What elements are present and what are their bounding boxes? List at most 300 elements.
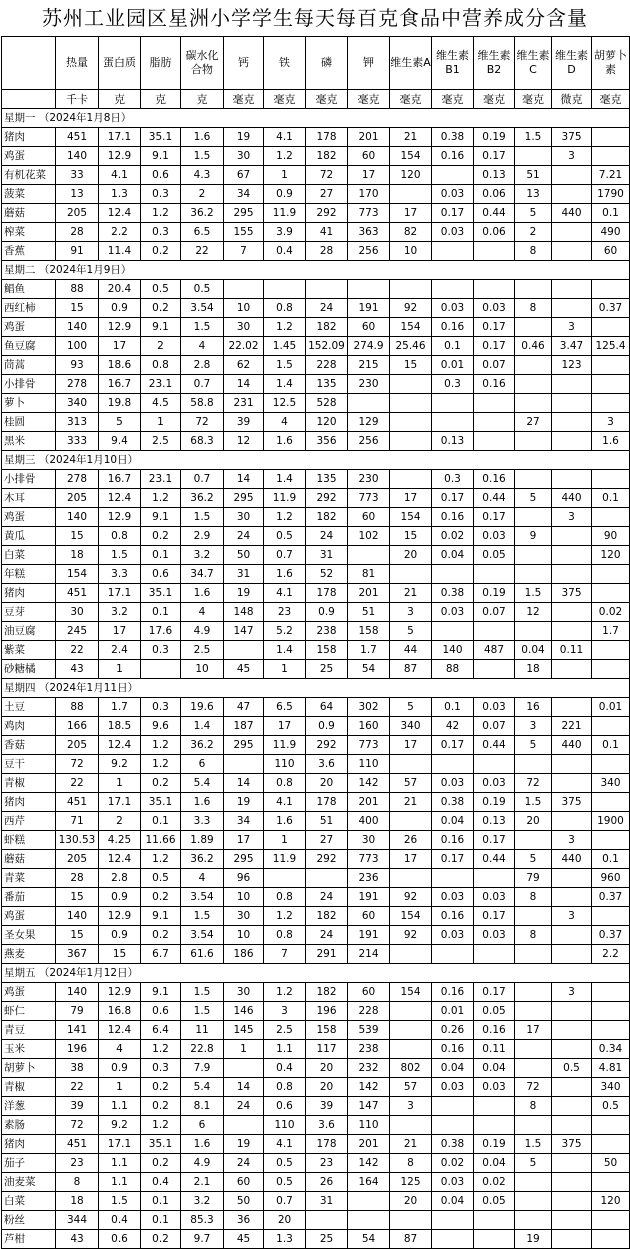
nutrient-value: 205 (56, 204, 99, 223)
nutrient-value: 0.16 (432, 1040, 474, 1059)
nutrient-value: 125.4 (592, 337, 630, 356)
nutrient-value: 0.9 (99, 299, 141, 318)
nutrient-value (390, 1040, 432, 1059)
table-row (2, 413, 630, 432)
nutrient-value: 490 (592, 223, 630, 242)
nutrient-value: 5 (515, 204, 552, 223)
nutrient-value: 8 (56, 1173, 99, 1192)
nutrient-value (552, 1097, 592, 1116)
nutrient-value: 0.38 (432, 128, 474, 147)
food-name: 豆芽 (2, 603, 56, 622)
nutrient-value: 68.3 (181, 432, 224, 451)
nutrient-value (432, 242, 474, 261)
nutrient-value: 1.4 (264, 470, 306, 489)
nutrient-value: 0.03 (474, 1078, 515, 1097)
nutrient-value: 5 (515, 736, 552, 755)
nutrient-value (390, 869, 432, 888)
nutrient-value: 528 (306, 394, 348, 413)
nutrient-value (348, 1211, 390, 1230)
nutrient-value: 142 (348, 774, 390, 793)
nutrient-value (592, 1173, 630, 1192)
nutrient-value (432, 1097, 474, 1116)
nutrient-value: 451 (56, 128, 99, 147)
nutrient-value: 120 (592, 1192, 630, 1211)
nutrient-value (515, 1173, 552, 1192)
nutrient-value: 24 (224, 1154, 264, 1173)
nutrient-value: 93 (56, 356, 99, 375)
nutrient-value (592, 1021, 630, 1040)
nutrient-value: 186 (224, 945, 264, 964)
nutrient-value: 23.1 (141, 375, 181, 394)
nutrient-value: 140 (432, 641, 474, 660)
day-label: 星期一 （2024年1月8日） (2, 109, 630, 128)
nutrient-value (552, 603, 592, 622)
nutrient-value (390, 470, 432, 489)
nutrient-value: 170 (348, 185, 390, 204)
nutrient-value (474, 945, 515, 964)
nutrient-value: 0.03 (474, 888, 515, 907)
nutrient-value: 19 (224, 128, 264, 147)
nutrient-value: 51 (348, 603, 390, 622)
nutrient-value: 12.9 (99, 508, 141, 527)
nutrient-value: 12.9 (99, 318, 141, 337)
table-row (2, 223, 630, 242)
nutrient-value: 3.3 (99, 565, 141, 584)
nutrient-value: 3.47 (552, 337, 592, 356)
nutrient-value: 9.2 (99, 755, 141, 774)
nutrient-value: 39 (224, 413, 264, 432)
unit-cell: 毫克 (224, 90, 264, 109)
nutrient-value: 295 (224, 850, 264, 869)
nutrient-value: 39 (56, 1097, 99, 1116)
nutrient-value: 245 (56, 622, 99, 641)
nutrient-value: 142 (348, 1078, 390, 1097)
table-row (2, 888, 630, 907)
food-name: 白菜 (2, 546, 56, 565)
nutrient-value: 11.4 (99, 242, 141, 261)
nutrient-value: 1.7 (348, 641, 390, 660)
nutrient-value: 72 (515, 1078, 552, 1097)
nutrient-value (224, 280, 264, 299)
nutrient-value: 1790 (592, 185, 630, 204)
nutrient-value: 42 (432, 717, 474, 736)
nutrient-value: 2.5 (181, 641, 224, 660)
column-header: 维生素B1 (432, 37, 474, 90)
nutrient-value (474, 755, 515, 774)
nutrient-value: 4.81 (592, 1059, 630, 1078)
food-name: 胡萝卜 (2, 1059, 56, 1078)
nutrient-value (306, 280, 348, 299)
nutrient-value: 0.04 (432, 812, 474, 831)
nutrient-value: 25 (306, 660, 348, 679)
nutrient-value: 17 (390, 204, 432, 223)
nutrient-value (592, 375, 630, 394)
column-header: 磷 (306, 37, 348, 90)
nutrient-value: 147 (348, 1097, 390, 1116)
nutrient-value: 0.01 (592, 698, 630, 717)
nutrient-value: 375 (552, 584, 592, 603)
nutrient-value: 10 (224, 299, 264, 318)
nutrient-value: 3 (552, 318, 592, 337)
nutrient-value: 11.9 (264, 850, 306, 869)
nutrient-value: 0.04 (432, 546, 474, 565)
nutrient-value (515, 280, 552, 299)
food-name: 青椒 (2, 774, 56, 793)
nutrient-value: 2 (141, 337, 181, 356)
nutrient-value (592, 1002, 630, 1021)
nutrient-value (432, 1211, 474, 1230)
nutrient-value: 0.38 (432, 1135, 474, 1154)
nutrient-value: 72 (56, 755, 99, 774)
nutrient-value (306, 869, 348, 888)
nutrient-value: 196 (56, 1040, 99, 1059)
nutrient-value (390, 185, 432, 204)
unit-cell: 克 (181, 90, 224, 109)
table-row (2, 736, 630, 755)
unit-cell (2, 90, 56, 109)
nutrient-value: 1.5 (99, 546, 141, 565)
nutrient-value: 120 (390, 166, 432, 185)
nutrient-value: 12.4 (99, 489, 141, 508)
nutrient-value: 0.9 (99, 926, 141, 945)
nutrient-value: 0.06 (474, 223, 515, 242)
nutrient-value (390, 1116, 432, 1135)
nutrient-value: 8 (390, 1154, 432, 1173)
nutrient-value (552, 166, 592, 185)
nutrient-value: 292 (306, 736, 348, 755)
nutrient-value: 15 (56, 926, 99, 945)
nutrient-value: 0.6 (141, 565, 181, 584)
nutrient-value: 228 (306, 356, 348, 375)
nutrient-value: 5 (515, 489, 552, 508)
nutrient-value (552, 1021, 592, 1040)
nutrient-value: 0.13 (474, 166, 515, 185)
nutrient-value: 12.9 (99, 907, 141, 926)
nutrient-value: 24 (224, 1097, 264, 1116)
nutrient-value (141, 660, 181, 679)
nutrient-value: 140 (56, 147, 99, 166)
nutrient-value (592, 717, 630, 736)
nutrient-value: 0.2 (141, 774, 181, 793)
nutrient-value (552, 565, 592, 584)
nutrient-value: 12.5 (264, 394, 306, 413)
food-name: 黄瓜 (2, 527, 56, 546)
nutrient-value: 0.4 (264, 242, 306, 261)
column-header: 维生素C (515, 37, 552, 90)
nutrient-value: 3 (390, 1097, 432, 1116)
food-name: 木耳 (2, 489, 56, 508)
nutrient-value: 60 (348, 907, 390, 926)
nutrient-value: 10 (390, 242, 432, 261)
nutrient-value: 1 (224, 1040, 264, 1059)
nutrient-value: 0.2 (141, 242, 181, 261)
nutrient-value: 228 (348, 1002, 390, 1021)
nutrient-value: 4.5 (141, 394, 181, 413)
table-row (2, 584, 630, 603)
nutrient-value (552, 527, 592, 546)
nutrient-value: 238 (306, 622, 348, 641)
nutrient-value: 18 (56, 1192, 99, 1211)
nutrient-value: 340 (592, 1078, 630, 1097)
unit-cell: 千卡 (56, 90, 99, 109)
nutrient-value: 0.16 (432, 831, 474, 850)
column-header (2, 37, 56, 90)
unit-cell: 毫克 (474, 90, 515, 109)
nutrient-value: 960 (592, 869, 630, 888)
nutrient-value: 60 (224, 1173, 264, 1192)
nutrient-value: 0.6 (141, 1002, 181, 1021)
nutrient-value (552, 622, 592, 641)
nutrient-value: 0.06 (474, 185, 515, 204)
nutrient-value: 21 (390, 128, 432, 147)
unit-cell: 毫克 (348, 90, 390, 109)
nutrient-value: 0.46 (515, 337, 552, 356)
nutrient-value: 1.5 (181, 1002, 224, 1021)
nutrient-value: 51 (515, 166, 552, 185)
food-name: 鸡蛋 (2, 147, 56, 166)
food-name: 燕麦 (2, 945, 56, 964)
nutrient-value (432, 166, 474, 185)
nutrient-value: 0.2 (141, 926, 181, 945)
nutrient-value: 34 (224, 812, 264, 831)
nutrient-value: 1.6 (592, 432, 630, 451)
nutrient-value: 0.17 (432, 489, 474, 508)
food-name: 香菇 (2, 736, 56, 755)
nutrient-value: 17 (390, 850, 432, 869)
nutrient-value: 1.2 (264, 147, 306, 166)
nutrient-value: 10 (224, 888, 264, 907)
nutrient-value: 0.16 (474, 1021, 515, 1040)
nutrient-value: 1.2 (141, 755, 181, 774)
table-row (2, 318, 630, 337)
nutrient-value: 31 (306, 546, 348, 565)
nutrient-value: 1.1 (264, 1040, 306, 1059)
nutrient-value: 205 (56, 736, 99, 755)
table-row (2, 166, 630, 185)
nutrient-value: 135 (306, 375, 348, 394)
nutrient-value (390, 945, 432, 964)
nutrient-value: 375 (552, 1135, 592, 1154)
nutrient-value: 0.05 (474, 1192, 515, 1211)
food-name: 玉米 (2, 1040, 56, 1059)
nutrient-value: 52 (306, 565, 348, 584)
nutrient-value: 14 (224, 375, 264, 394)
nutrient-value: 0.2 (141, 299, 181, 318)
nutrient-value (515, 546, 552, 565)
nutrient-value: 0.1 (432, 337, 474, 356)
nutrient-value: 72 (181, 413, 224, 432)
nutrient-value: 19 (515, 1230, 552, 1249)
food-name: 紫菜 (2, 641, 56, 660)
nutrient-value: 0.2 (141, 1097, 181, 1116)
nutrient-value: 0.44 (474, 204, 515, 223)
nutrient-value: 51 (306, 812, 348, 831)
nutrient-value: 4.9 (181, 1154, 224, 1173)
table-row (2, 147, 630, 166)
nutrient-value: 12 (224, 432, 264, 451)
nutrient-value: 17 (515, 1021, 552, 1040)
nutrient-value: 0.3 (432, 470, 474, 489)
nutrient-value: 0.5 (181, 280, 224, 299)
nutrient-value: 1.5 (99, 1192, 141, 1211)
day-label: 星期五 （2024年1月12日） (2, 964, 630, 983)
nutrient-value: 26 (390, 831, 432, 850)
nutrient-value: 5.2 (264, 622, 306, 641)
nutrient-value: 487 (474, 641, 515, 660)
nutrient-value: 140 (56, 508, 99, 527)
table-row (2, 869, 630, 888)
nutrient-value: 85.3 (181, 1211, 224, 1230)
nutrient-value: 292 (306, 489, 348, 508)
nutrient-value: 1.6 (181, 584, 224, 603)
nutrient-value: 0.3 (141, 185, 181, 204)
table-row (2, 603, 630, 622)
nutrient-value (224, 641, 264, 660)
nutrient-value: 1.5 (264, 356, 306, 375)
nutrient-value: 3 (592, 413, 630, 432)
nutrient-value: 4.1 (264, 1135, 306, 1154)
nutrient-value: 23.1 (141, 470, 181, 489)
page-title: 苏州工业园区星洲小学学生每天每百克食品中营养成分含量 (42, 6, 588, 30)
nutrient-value: 0.8 (99, 527, 141, 546)
nutrient-value: 0.5 (141, 280, 181, 299)
nutrient-value: 154 (390, 147, 432, 166)
nutrient-value: 154 (56, 565, 99, 584)
table-row (2, 1192, 630, 1211)
nutrient-value: 120 (592, 546, 630, 565)
nutrient-value: 1 (99, 774, 141, 793)
nutrient-value: 110 (348, 1116, 390, 1135)
nutrient-value: 2 (99, 812, 141, 831)
nutrient-value: 0.5 (552, 1059, 592, 1078)
nutrient-value: 7.9 (181, 1059, 224, 1078)
nutrient-value (592, 128, 630, 147)
table-row (2, 489, 630, 508)
nutrient-value: 11 (181, 1021, 224, 1040)
nutrient-value: 17 (390, 736, 432, 755)
nutrient-value: 72 (56, 1116, 99, 1135)
column-header: 钾 (348, 37, 390, 90)
nutrient-value: 3.9 (264, 223, 306, 242)
nutrient-value: 164 (348, 1173, 390, 1192)
nutrient-value (515, 622, 552, 641)
nutrient-value: 802 (390, 1059, 432, 1078)
nutrient-value: 0.07 (474, 603, 515, 622)
nutrient-value: 0.1 (141, 603, 181, 622)
food-name: 西芹 (2, 812, 56, 831)
nutrient-value: 15 (390, 527, 432, 546)
nutrient-value: 0.1 (141, 546, 181, 565)
nutrient-value: 22 (56, 774, 99, 793)
table-row (2, 1097, 630, 1116)
nutrient-value: 4 (181, 337, 224, 356)
nutrient-value: 182 (306, 147, 348, 166)
nutrient-value: 50 (592, 1154, 630, 1173)
nutrient-value: 27 (306, 185, 348, 204)
nutrient-value: 12.9 (99, 147, 141, 166)
nutrient-value: 400 (348, 812, 390, 831)
nutrient-value: 295 (224, 489, 264, 508)
nutrient-value: 7.21 (592, 166, 630, 185)
nutrient-value: 773 (348, 204, 390, 223)
nutrient-value (592, 584, 630, 603)
nutrient-value: 201 (348, 128, 390, 147)
nutrient-value (264, 280, 306, 299)
nutrient-value: 3.2 (181, 546, 224, 565)
nutrient-value: 1.4 (264, 375, 306, 394)
nutrient-value (515, 432, 552, 451)
nutrient-value: 31 (224, 565, 264, 584)
nutrient-value: 3.54 (181, 888, 224, 907)
nutrient-value (515, 565, 552, 584)
nutrient-value: 16.8 (99, 1002, 141, 1021)
table-row (2, 1002, 630, 1021)
nutrient-value: 0.44 (474, 736, 515, 755)
day-header-row (2, 679, 630, 698)
nutrient-value: 14 (224, 774, 264, 793)
nutrient-value: 96 (224, 869, 264, 888)
nutrient-value: 0.1 (592, 204, 630, 223)
nutrient-value: 0.03 (432, 603, 474, 622)
nutrient-value: 72 (306, 166, 348, 185)
nutrient-value (390, 1021, 432, 1040)
food-name: 豆干 (2, 755, 56, 774)
nutrient-value: 61.6 (181, 945, 224, 964)
nutrient-value: 1.5 (181, 318, 224, 337)
nutrient-value: 0.7 (264, 546, 306, 565)
nutrient-value: 17.6 (141, 622, 181, 641)
table-row (2, 527, 630, 546)
table-row (2, 660, 630, 679)
nutrient-value: 81 (348, 565, 390, 584)
nutrient-value: 39 (306, 1097, 348, 1116)
nutrient-value: 0.17 (474, 147, 515, 166)
nutrient-value: 35.1 (141, 1135, 181, 1154)
unit-cell: 毫克 (306, 90, 348, 109)
nutrient-value: 11.9 (264, 489, 306, 508)
nutrient-value: 87 (390, 1230, 432, 1249)
nutrient-value: 6.4 (141, 1021, 181, 1040)
nutrient-value (552, 185, 592, 204)
nutrient-value: 291 (306, 945, 348, 964)
nutrient-value: 191 (348, 926, 390, 945)
nutrient-value (552, 375, 592, 394)
nutrient-value: 0.8 (264, 1078, 306, 1097)
nutrient-value: 166 (56, 717, 99, 736)
unit-cell: 毫克 (592, 90, 630, 109)
nutrient-value (592, 1135, 630, 1154)
nutrient-value: 0.13 (474, 812, 515, 831)
table-row (2, 546, 630, 565)
nutrient-value: 19 (224, 1135, 264, 1154)
nutrient-value: 4 (181, 603, 224, 622)
nutrient-value: 0.6 (99, 1230, 141, 1249)
nutrient-value (592, 565, 630, 584)
table-row (2, 508, 630, 527)
food-name: 虾仁 (2, 1002, 56, 1021)
column-header: 热量 (56, 37, 99, 90)
nutrient-value: 231 (224, 394, 264, 413)
nutrient-value: 60 (592, 242, 630, 261)
nutrient-value: 230 (348, 375, 390, 394)
nutrient-value: 6.5 (264, 698, 306, 717)
nutrient-value: 18.5 (99, 717, 141, 736)
nutrient-value: 18 (515, 660, 552, 679)
nutrient-value: 0.04 (432, 1059, 474, 1078)
nutrient-value: 0.7 (181, 470, 224, 489)
food-name: 鸡肉 (2, 717, 56, 736)
nutrient-value: 0.19 (474, 793, 515, 812)
